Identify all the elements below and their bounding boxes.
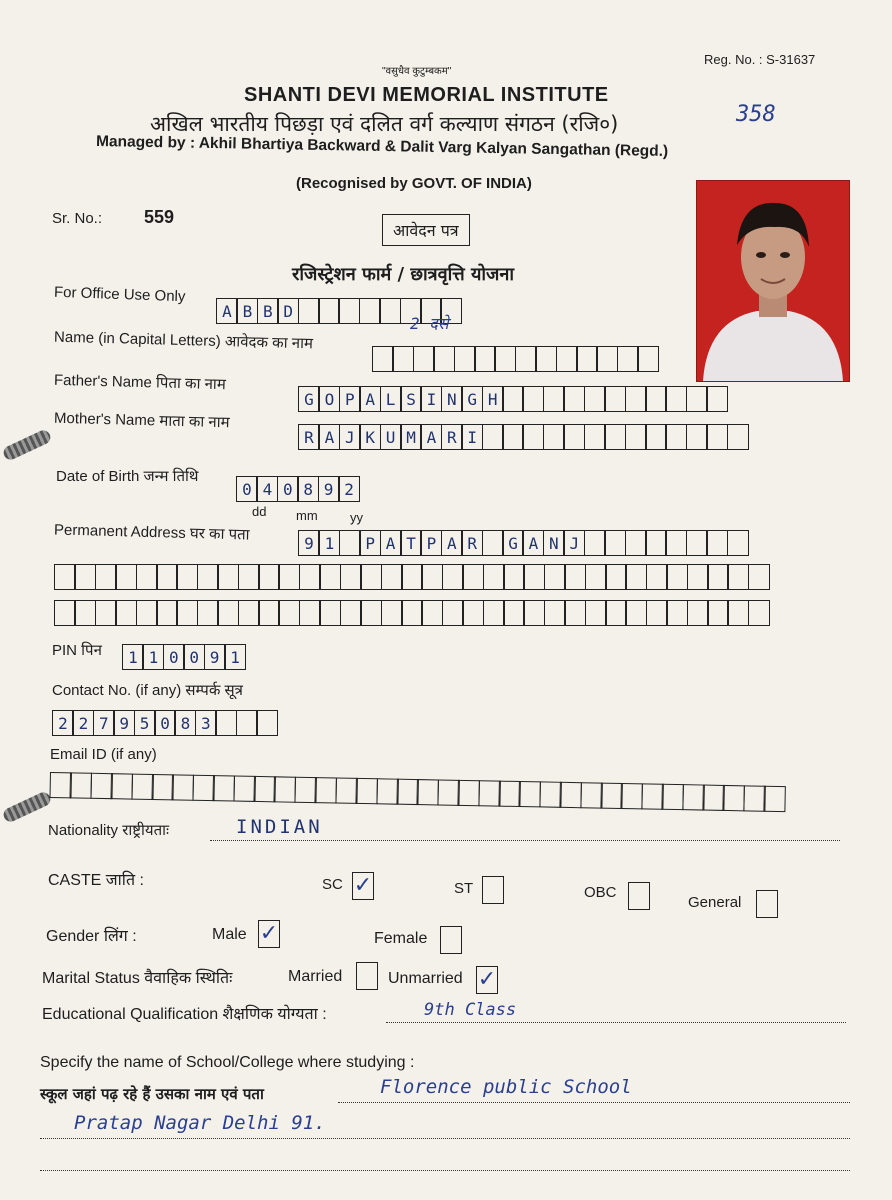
char-box[interactable] <box>605 600 627 626</box>
school-line-1 <box>338 1102 850 1103</box>
sr-no-label: Sr. No.: <box>52 210 103 227</box>
char-box[interactable] <box>665 424 687 450</box>
school-line-2 <box>40 1138 850 1139</box>
char-box[interactable] <box>645 530 667 556</box>
char-box[interactable]: A <box>522 530 544 556</box>
gender-label: Gender लिंग : <box>46 928 137 945</box>
gender-female-label: Female <box>374 930 428 947</box>
char-box[interactable] <box>274 776 296 802</box>
char-box[interactable] <box>482 530 504 556</box>
char-box[interactable] <box>600 783 622 809</box>
char-box[interactable] <box>136 564 158 590</box>
char-box[interactable] <box>156 600 178 626</box>
char-box[interactable] <box>625 386 647 412</box>
char-box[interactable]: 0 <box>154 710 176 736</box>
address-row3-boxes[interactable] <box>54 600 768 626</box>
char-box[interactable] <box>666 600 688 626</box>
char-box[interactable]: 1 <box>224 644 246 670</box>
char-box[interactable] <box>625 424 647 450</box>
char-box[interactable] <box>502 386 524 412</box>
char-box[interactable] <box>376 778 398 804</box>
form-title: रजिस्ट्रेशन फार्म / छात्रवृत्ति योजना <box>292 264 515 285</box>
caste-sc-checkbox[interactable]: ✓ <box>353 873 373 898</box>
char-box[interactable] <box>315 777 337 803</box>
char-box[interactable] <box>454 346 476 372</box>
char-box[interactable]: P <box>359 530 381 556</box>
char-box[interactable]: P <box>420 530 442 556</box>
char-box[interactable] <box>662 784 684 810</box>
school-line-3 <box>40 1170 850 1171</box>
char-box[interactable] <box>318 298 340 324</box>
char-box[interactable] <box>625 564 647 590</box>
char-box[interactable]: A <box>420 424 442 450</box>
sr-no-value: 559 <box>144 207 175 227</box>
char-box[interactable] <box>556 346 578 372</box>
char-box[interactable] <box>95 564 117 590</box>
char-box[interactable]: I <box>420 386 442 412</box>
char-box[interactable] <box>585 564 607 590</box>
char-box[interactable] <box>115 564 137 590</box>
char-box[interactable] <box>236 710 258 736</box>
char-box[interactable] <box>462 600 484 626</box>
school-label: Specify the name of School/College where studying : <box>40 1054 415 1071</box>
caste-st-checkbox[interactable] <box>482 876 504 904</box>
char-box[interactable] <box>625 600 647 626</box>
char-box[interactable] <box>535 346 557 372</box>
char-box[interactable] <box>421 600 443 626</box>
managed-by: Managed by : Akhil Bhartiya Backward & Dalit Varg Kalyan Sangathan (Regd.) <box>95 133 669 160</box>
education-label: Educational Qualification शैक्षणिक योग्यता : <box>42 1006 327 1023</box>
char-box[interactable] <box>152 774 174 800</box>
char-box[interactable] <box>340 564 362 590</box>
char-box[interactable]: P <box>339 386 361 412</box>
char-box[interactable]: O <box>318 386 340 412</box>
char-box[interactable]: R <box>441 424 463 450</box>
char-box[interactable]: 0 <box>236 476 258 502</box>
father-name-boxes[interactable] <box>298 386 727 412</box>
char-box[interactable] <box>727 530 749 556</box>
char-box[interactable] <box>646 564 668 590</box>
char-box[interactable]: A <box>216 298 238 324</box>
applicant-photo <box>696 180 850 382</box>
char-box[interactable] <box>727 600 749 626</box>
char-box[interactable] <box>442 600 464 626</box>
char-box[interactable] <box>748 564 770 590</box>
char-box[interactable]: 9 <box>298 530 320 556</box>
char-box[interactable]: N <box>441 386 463 412</box>
char-box[interactable] <box>197 564 219 590</box>
char-box[interactable] <box>433 346 455 372</box>
char-box[interactable] <box>483 564 505 590</box>
char-box[interactable] <box>584 424 606 450</box>
char-box[interactable] <box>437 779 459 805</box>
char-box[interactable]: G <box>298 386 320 412</box>
caste-st-label: ST <box>454 880 474 897</box>
char-box[interactable] <box>74 600 96 626</box>
char-box[interactable] <box>706 386 728 412</box>
caste-general-checkbox[interactable] <box>756 890 778 918</box>
char-box[interactable] <box>563 424 585 450</box>
char-box[interactable] <box>335 777 357 803</box>
char-box[interactable] <box>522 424 544 450</box>
char-box[interactable] <box>503 600 525 626</box>
char-box[interactable] <box>564 564 586 590</box>
char-box[interactable] <box>523 600 545 626</box>
nationality-value: INDIAN <box>236 816 323 838</box>
char-box[interactable] <box>90 773 112 799</box>
char-box[interactable] <box>238 564 260 590</box>
office-use-label: For Office Use Only <box>53 283 186 306</box>
char-box[interactable] <box>217 600 239 626</box>
address-row2-boxes[interactable] <box>54 564 768 590</box>
char-box[interactable] <box>498 781 520 807</box>
char-box[interactable]: R <box>298 424 320 450</box>
char-box[interactable]: A <box>441 530 463 556</box>
char-box[interactable]: H <box>482 386 504 412</box>
char-box[interactable] <box>707 564 729 590</box>
nationality-line <box>210 840 840 841</box>
char-box[interactable] <box>515 346 537 372</box>
char-box[interactable]: K <box>359 424 381 450</box>
char-box[interactable] <box>523 564 545 590</box>
char-box[interactable] <box>483 600 505 626</box>
char-box[interactable] <box>339 530 361 556</box>
dob-label: Date of Birth जन्म तिथि <box>56 468 199 485</box>
dob-yy: yy <box>350 510 363 525</box>
char-box[interactable]: A <box>359 386 381 412</box>
char-box[interactable] <box>50 772 72 798</box>
char-box[interactable] <box>682 784 704 810</box>
char-box[interactable] <box>646 600 668 626</box>
char-box[interactable] <box>604 386 626 412</box>
char-box[interactable] <box>686 386 708 412</box>
char-box[interactable] <box>687 564 709 590</box>
school-address-value: Pratap Nagar Delhi 91. <box>74 1112 326 1134</box>
char-box[interactable] <box>462 564 484 590</box>
char-box[interactable]: D <box>277 298 299 324</box>
char-box[interactable] <box>560 782 582 808</box>
char-box[interactable]: 2 <box>52 710 74 736</box>
char-box[interactable] <box>686 530 708 556</box>
char-box[interactable] <box>172 774 194 800</box>
char-box[interactable] <box>543 424 565 450</box>
dob-dd: dd <box>252 504 267 519</box>
char-box[interactable] <box>665 530 687 556</box>
char-box[interactable] <box>131 774 153 800</box>
marital-unmarried-checkbox[interactable]: ✓ <box>477 967 497 992</box>
char-box[interactable] <box>702 785 724 811</box>
char-box[interactable] <box>580 782 602 808</box>
dob-mm: mm <box>296 508 318 523</box>
char-box[interactable] <box>687 600 709 626</box>
char-box[interactable]: J <box>563 530 585 556</box>
char-box[interactable] <box>482 424 504 450</box>
char-box[interactable]: 0 <box>183 644 205 670</box>
dob-boxes[interactable] <box>236 476 358 502</box>
char-box[interactable]: 0 <box>163 644 185 670</box>
char-box[interactable] <box>396 779 418 805</box>
char-box[interactable] <box>543 386 565 412</box>
marital-married-label: Married <box>288 968 343 985</box>
person-photo-icon <box>697 181 849 381</box>
marital-label: Marital Status वैवाहिक स्थितिः <box>42 970 233 987</box>
char-box[interactable] <box>625 530 647 556</box>
caste-obc-checkbox[interactable] <box>628 882 650 910</box>
char-box[interactable] <box>686 424 708 450</box>
marital-unmarried-label: Unmarried <box>388 970 463 987</box>
char-box[interactable] <box>54 600 76 626</box>
char-box[interactable]: 8 <box>297 476 319 502</box>
char-box[interactable] <box>585 600 607 626</box>
pin-label: PIN पिन <box>52 642 102 659</box>
binder-ring-bottom <box>1 790 52 824</box>
char-box[interactable] <box>381 564 403 590</box>
char-box[interactable] <box>213 775 235 801</box>
char-box[interactable] <box>707 600 729 626</box>
char-box[interactable] <box>136 600 158 626</box>
char-box[interactable] <box>379 298 401 324</box>
caste-label: CASTE जाति : <box>48 872 144 889</box>
char-box[interactable]: U <box>380 424 402 450</box>
char-box[interactable] <box>294 777 316 803</box>
pin-boxes[interactable] <box>122 644 244 670</box>
char-box[interactable] <box>584 530 606 556</box>
char-box[interactable] <box>417 779 439 805</box>
char-box[interactable] <box>197 600 219 626</box>
char-box[interactable]: S <box>400 386 422 412</box>
char-box[interactable] <box>442 564 464 590</box>
char-box[interactable] <box>176 564 198 590</box>
address-row1-boxes[interactable] <box>298 530 747 556</box>
name-boxes[interactable] <box>372 346 658 372</box>
caste-general-label: General <box>688 894 742 911</box>
char-box[interactable] <box>544 564 566 590</box>
char-box[interactable] <box>401 600 423 626</box>
char-box[interactable] <box>111 773 133 799</box>
char-box[interactable] <box>743 785 765 811</box>
char-box[interactable] <box>298 298 320 324</box>
char-box[interactable] <box>478 780 500 806</box>
char-box[interactable] <box>727 424 749 450</box>
char-box[interactable] <box>54 564 76 590</box>
char-box[interactable] <box>494 346 516 372</box>
char-box[interactable] <box>176 600 198 626</box>
char-box[interactable] <box>254 776 276 802</box>
handwritten-number: 358 <box>736 102 776 127</box>
nationality-label: Nationality राष्ट्रीयताः <box>48 822 170 839</box>
char-box[interactable] <box>115 600 137 626</box>
contact-boxes[interactable] <box>52 710 276 736</box>
char-box[interactable] <box>413 346 435 372</box>
char-box[interactable] <box>503 564 525 590</box>
binder-ring-top <box>1 428 52 462</box>
char-box[interactable] <box>238 600 260 626</box>
aavedan-patra: आवेदन पत्र <box>382 214 470 246</box>
char-box[interactable] <box>474 346 496 372</box>
char-box[interactable]: 9 <box>318 476 340 502</box>
hindi-org-name: अखिल भारतीय पिछड़ा एवं दलित वर्ग कल्याण संगठन (रजि०) <box>150 112 619 136</box>
char-box[interactable] <box>95 600 117 626</box>
email-boxes[interactable] <box>50 772 785 812</box>
char-box[interactable]: G <box>502 530 524 556</box>
char-box[interactable]: 8 <box>174 710 196 736</box>
char-box[interactable] <box>319 564 341 590</box>
char-box[interactable]: 9 <box>113 710 135 736</box>
char-box[interactable] <box>519 781 541 807</box>
char-box[interactable] <box>605 564 627 590</box>
char-box[interactable] <box>645 386 667 412</box>
char-box[interactable]: 3 <box>195 710 217 736</box>
char-box[interactable] <box>617 346 639 372</box>
char-box[interactable]: G <box>461 386 483 412</box>
char-box[interactable] <box>359 298 381 324</box>
char-box[interactable] <box>392 346 414 372</box>
char-box[interactable]: A <box>380 530 402 556</box>
education-line <box>386 1022 846 1023</box>
char-box[interactable] <box>522 386 544 412</box>
char-box[interactable]: 7 <box>93 710 115 736</box>
char-box[interactable]: M <box>400 424 422 450</box>
char-box[interactable] <box>278 600 300 626</box>
char-box[interactable] <box>544 600 566 626</box>
char-box[interactable]: 0 <box>277 476 299 502</box>
char-box[interactable]: A <box>318 424 340 450</box>
char-box[interactable] <box>372 346 394 372</box>
char-box[interactable] <box>584 386 606 412</box>
char-box[interactable] <box>706 424 728 450</box>
office-handwritten: 2 दसे <box>410 314 449 333</box>
char-box[interactable] <box>764 786 786 812</box>
caste-sc-label: SC <box>322 876 343 893</box>
recognised-by: (Recognised by GOVT. OF INDIA) <box>296 175 532 192</box>
char-box[interactable]: 2 <box>72 710 94 736</box>
char-box[interactable]: B <box>236 298 258 324</box>
char-box[interactable] <box>70 772 92 798</box>
char-box[interactable]: N <box>543 530 565 556</box>
char-box[interactable] <box>192 775 214 801</box>
caste-obc-label: OBC <box>584 884 617 901</box>
char-box[interactable] <box>637 346 659 372</box>
name-label: Name (in Capital Letters) आवेदक का नाम <box>53 328 314 353</box>
school-name-value: Florence public School <box>380 1076 632 1098</box>
char-box[interactable]: 5 <box>134 710 156 736</box>
char-box[interactable]: I <box>461 424 483 450</box>
char-box[interactable] <box>401 564 423 590</box>
char-box[interactable] <box>564 600 586 626</box>
char-box[interactable] <box>319 600 341 626</box>
char-box[interactable] <box>356 778 378 804</box>
char-box[interactable] <box>665 386 687 412</box>
tagline: "वसुधैव कुटुम्बकम" <box>382 66 452 77</box>
gender-male-label: Male <box>212 926 247 943</box>
char-box[interactable] <box>217 564 239 590</box>
char-box[interactable] <box>621 783 643 809</box>
char-box[interactable] <box>706 530 728 556</box>
char-box[interactable] <box>215 710 237 736</box>
char-box[interactable] <box>74 564 96 590</box>
char-box[interactable] <box>727 564 749 590</box>
char-box[interactable] <box>278 564 300 590</box>
mother-label: Mother's Name माता का नाम <box>53 409 230 432</box>
char-box[interactable]: R <box>461 530 483 556</box>
char-box[interactable] <box>502 424 524 450</box>
char-box[interactable]: 1 <box>122 644 144 670</box>
institute-name: SHANTI DEVI MEMORIAL INSTITUTE <box>244 84 609 106</box>
email-label: Email ID (if any) <box>50 746 157 763</box>
char-box[interactable] <box>299 564 321 590</box>
char-box[interactable] <box>458 780 480 806</box>
char-box[interactable]: 1 <box>142 644 164 670</box>
char-box[interactable]: J <box>339 424 361 450</box>
char-box[interactable] <box>338 298 360 324</box>
char-box[interactable] <box>748 600 770 626</box>
father-label: Father's Name पिता का नाम <box>53 371 227 394</box>
contact-label: Contact No. (if any) सम्पर्क सूत्र <box>52 682 243 699</box>
char-box[interactable] <box>576 346 598 372</box>
char-box[interactable] <box>156 564 178 590</box>
char-box[interactable] <box>256 710 278 736</box>
char-box[interactable] <box>596 346 618 372</box>
char-box[interactable] <box>604 530 626 556</box>
char-box[interactable] <box>381 600 403 626</box>
char-box[interactable] <box>604 424 626 450</box>
char-box[interactable]: 9 <box>204 644 226 670</box>
char-box[interactable] <box>258 600 280 626</box>
char-box[interactable]: 4 <box>256 476 278 502</box>
school-label-hindi: स्कूल जहां पढ़ रहे हैं उसका नाम एवं पता <box>40 1085 264 1103</box>
char-box[interactable] <box>539 781 561 807</box>
marital-married-checkbox[interactable] <box>356 962 378 990</box>
char-box[interactable] <box>233 776 255 802</box>
char-box[interactable] <box>421 564 443 590</box>
char-box[interactable] <box>645 424 667 450</box>
char-box[interactable] <box>563 386 585 412</box>
char-box[interactable] <box>360 600 382 626</box>
char-box[interactable] <box>666 564 688 590</box>
gender-male-checkbox[interactable]: ✓ <box>259 921 279 946</box>
char-box[interactable]: L <box>380 386 402 412</box>
char-box[interactable]: 1 <box>318 530 340 556</box>
char-box[interactable] <box>641 783 663 809</box>
char-box[interactable]: B <box>257 298 279 324</box>
char-box[interactable] <box>360 564 382 590</box>
reg-no: Reg. No. : S-31637 <box>704 52 816 67</box>
char-box[interactable] <box>258 564 280 590</box>
char-box[interactable]: T <box>400 530 422 556</box>
gender-female-checkbox[interactable] <box>440 926 462 954</box>
char-box[interactable] <box>340 600 362 626</box>
char-box[interactable] <box>723 785 745 811</box>
char-box[interactable] <box>299 600 321 626</box>
address-label: Permanent Address घर का पता <box>53 521 250 544</box>
mother-name-boxes[interactable] <box>298 424 747 450</box>
education-value: 9th Class <box>424 1000 517 1020</box>
char-box[interactable]: 2 <box>338 476 360 502</box>
